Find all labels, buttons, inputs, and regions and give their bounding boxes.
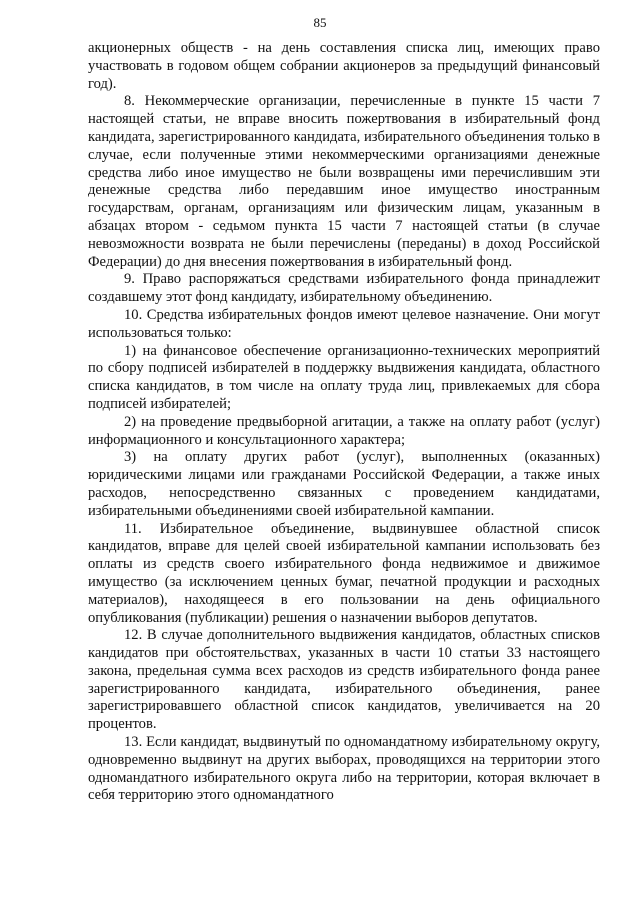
paragraph-9: 9. Право распоряжаться средствами избирательного фонда принадлежит создавшему этот фонд кандидату, избирательному объединению. [88,271,600,306]
paragraph-12: 12. В случае дополнительного выдвижения кандидатов, областных списков кандидатов при обстоятельствах, указанных в части 10 статьи 33 настоящего закона, предельная сумма всех расходов из средств избирательного фонда ранее зарегистрированного кандидата, избирательного объединения, ранее зарегистрировавшего областной список кандидатов, увеличивается на 20 процентов. [88,627,600,733]
paragraph-8: 8. Некоммерческие организации, перечисленные в пункте 15 части 7 настоящей статьи, не вправе вносить пожертвования в избирательный фонд кандидата, зарегистрированного кандидата, избирательного объединения только в случае, если полученные этими некоммерческими организациями денежные средства либо иное имущество не были возвращены ими перечислившим эти денежные средства либо передавшим иное имущество иностранным государствам, органам, организациям или физическим лицам, указанным в абзацах втором - седьмом пункта 15 части 7 настоящей статьи (в случае невозможности возврата не были перечислены (переданы) в доход Российской Федерации) до дня внесения пожертвования в избирательный фонд. [88,93,600,270]
document-body [88,40,600,805]
paragraph-10-item-2: 2) на проведение предвыборной агитации, а также на оплату работ (услуг) информационного и консультационного характера; [88,413,600,448]
paragraph-10-item-1: 1) на финансовое обеспечение организационно-технических мероприятий по сбору подписей избирателей в поддержку выдвижения кандидата, областного списка кандидатов, в том числе на оплату труда лиц, привлекаемых для сбора подписей избирателей; [88,342,600,412]
paragraph-10: 10. Средства избирательных фондов имеют целевое назначение. Они могут использоваться только: [88,306,600,341]
paragraph-13: 13. Если кандидат, выдвинутый по одномандатному избирательному округу, одновременно выдвинут на других выборах, проводящихся на территории этого одномандатного избирательного округа либо на территории, которая включает в себя территорию этого одномандатного [88,734,600,804]
page-number: 85 [313,15,327,30]
paragraph-continuation: акционерных обществ - на день составления списка лиц, имеющих право участвовать в годовом общем собрании акционеров за предыдущий финансовый год). [88,40,600,92]
paragraph-11: 11. Избирательное объединение, выдвинувшее областной список кандидатов, вправе для целей своей избирательной кампании использовать без оплаты из средств своего избирательного фонда недвижимое и движимое имущество (за исключением ценных бумаг, печатной продукции и расходных материалов), находящееся в его пользовании на день официального опубликования (публикации) решения о назначении выборов депутатов. [88,520,600,626]
paragraph-10-item-3: 3) на оплату других работ (услуг), выполненных (оказанных) юридическими лицами или гражданами Российской Федерации, а также иных расходов, непосредственно связанных с проведением кандидатами, избирательными объединениями своей избирательной кампании. [88,449,600,519]
